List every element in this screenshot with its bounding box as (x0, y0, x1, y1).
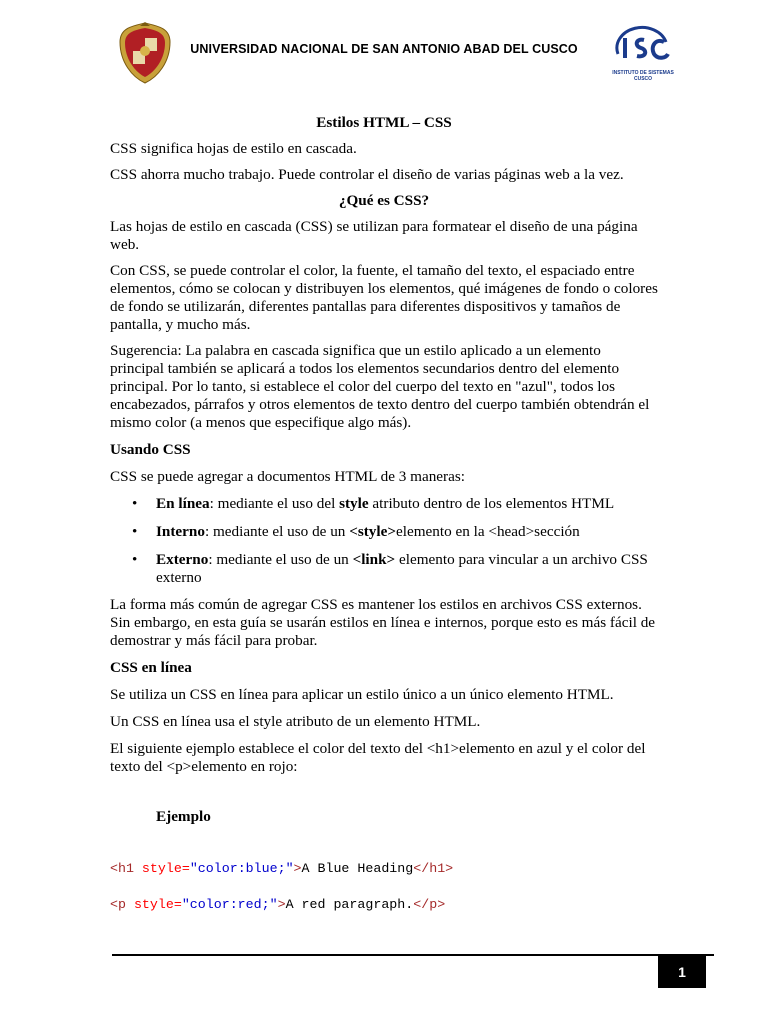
code-line-1: <h1 style="color:blue;">A Blue Heading</h1> (110, 861, 454, 876)
university-name: UNIVERSIDAD NACIONAL DE SAN ANTONIO ABAD DEL CUSCO (190, 42, 578, 56)
section-heading: ¿Qué es CSS? (338, 192, 430, 209)
paragraph: Un CSS en línea usa el style atributo de un elemento HTML. (110, 713, 481, 730)
paragraph: CSS se puede agregar a documentos HTML de 3 maneras: (110, 468, 465, 485)
footer-rule (112, 954, 714, 956)
paragraph: La forma más común de agregar CSS es mantener los estilos en archivos CSS externos. Sin embargo, en esta guía se usarán estilos en línea e internos, porque esto es más fácil de demostrar y más fácil para probar. (110, 596, 656, 649)
bullet-icon: • (132, 551, 138, 568)
paragraph: Sugerencia: La palabra en cascada significa que un estilo aplicado a un elemento principal también se aplicará a todos los elementos secundarios dentro del elemento principal. Por lo tanto, si establece el color del cuerpo del texto en "azul", todos los encabezados, párrafos y otros elementos de texto dentro del cuerpo también obtendrán el mismo color (a menos que especifique algo más). (110, 342, 650, 431)
paragraph: Con CSS, se puede controlar el color, la fuente, el tamaño del texto, el espaciado entre elementos, cómo se colocan y distribuyen los elementos, qué imágenes de fondo o colores de fondo se utilizarán, diferentes pantallas para diferentes dispositivos y tamaños de pantalla, y mucho más. (110, 262, 658, 333)
paragraph: El siguiente ejemplo establece el color del texto del <h1>elemento en azul y el color del texto del <p>elemento en rojo: (110, 740, 646, 775)
document-title: Estilos HTML – CSS (316, 114, 452, 131)
page-header (0, 0, 768, 110)
list-item: • Externo: mediante el uso de un <link> elemento para vincular a un archivo CSS externo (132, 551, 648, 586)
paragraph: Las hojas de estilo en cascada (CSS) se utilizan para formatear el diseño de una página web. (110, 218, 638, 253)
bullet-icon: • (132, 495, 138, 512)
list-item: • Interno: mediante el uso de un <style>elemento en la <head>sección (132, 523, 580, 540)
document-body (110, 114, 658, 826)
paragraph: Se utiliza un CSS en línea para aplicar un estilo único a un único elemento HTML. (110, 686, 614, 703)
page-number: 1 (658, 956, 706, 988)
list-item: • En línea: mediante el uso del style atributo dentro de los elementos HTML (132, 495, 615, 512)
code-line-2: <p style="color:red;">A red paragraph.</p> (110, 897, 446, 912)
section-heading: Usando CSS (110, 441, 191, 458)
paragraph: CSS significa hojas de estilo en cascada. (110, 140, 357, 157)
section-heading: CSS en línea (110, 659, 192, 676)
paragraph: CSS ahorra mucho trabajo. Puede controlar el diseño de varias páginas web a la vez. (110, 166, 624, 183)
institute-logo-subtitle: INSTITUTO DE SISTEMAS CUSCO (612, 70, 674, 82)
bullet-icon: • (132, 523, 138, 540)
example-heading: Ejemplo (156, 808, 211, 825)
institute-logo (608, 24, 678, 90)
isc-logo-icon (608, 24, 678, 70)
bullet-list (110, 495, 658, 587)
